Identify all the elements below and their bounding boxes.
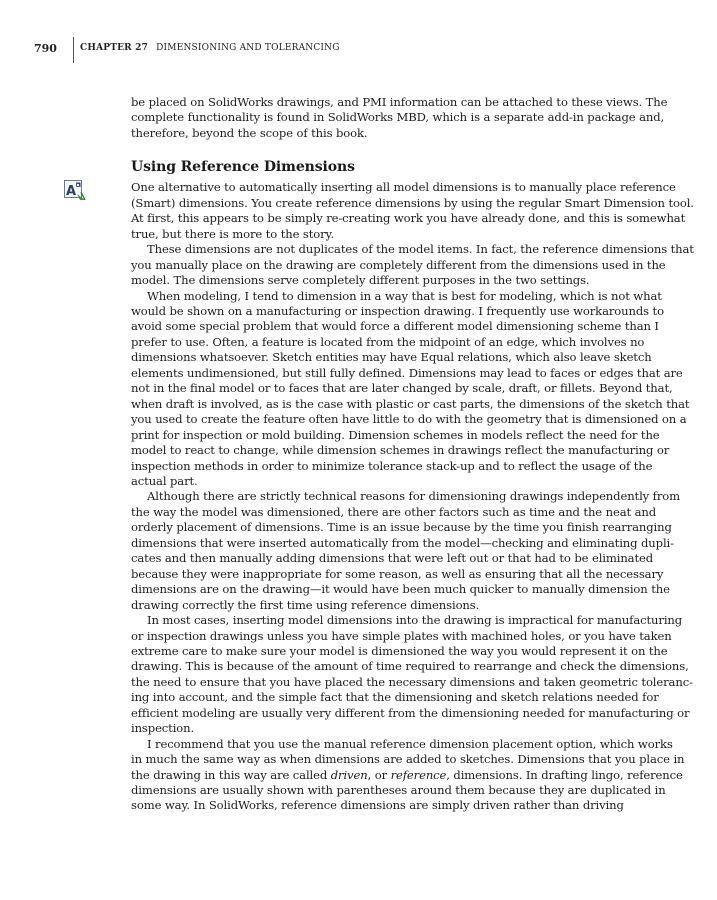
- text-line: (Smart) dimensions. You create reference dimensions by using the regular Smart Dimension tool.: [131, 195, 694, 210]
- text-line: you manually place on the drawing are completely different from the dimensions used in the: [131, 257, 666, 272]
- paragraph-4: [131, 489, 680, 613]
- text-line: would be shown on a manufacturing or inspection drawing. I frequently use workarounds to: [131, 303, 664, 318]
- text-line: or inspection drawings unless you have simple plates with machined holes, or you have taken: [131, 628, 672, 643]
- section-heading: Using Reference Dimensions: [131, 159, 355, 176]
- header-divider: [73, 37, 74, 63]
- text-line: actual part.: [131, 473, 198, 488]
- text-line: efficient modeling are usually very different from the dimensioning needed for manufacturing or: [131, 705, 690, 720]
- text-line: because they were inappropriate for some reason, as well as ensuring that all the necessary: [131, 566, 664, 581]
- text-line: dimensions that were inserted automatically from the model—checking and eliminating dupli-: [131, 535, 674, 550]
- chapter-title: DIMENSIONING AND TOLERANCING: [156, 43, 340, 53]
- text-line: not in the final model or to faces that are later changed by scale, draft, or fillets. Beyond that,: [131, 381, 673, 396]
- text-line: dimensions are on the drawing—it would have been much quicker to manually dimension the: [131, 582, 670, 597]
- emphasis-reference: reference: [390, 767, 447, 782]
- text-line: In most cases, inserting model dimensions into the drawing is impractical for manufacturing: [147, 613, 683, 628]
- text-line: prefer to use. Often, a feature is located from the midpoint of an edge, which involves no: [131, 334, 645, 349]
- running-head: [80, 43, 340, 53]
- text-line: in much the same way as when dimensions are added to sketches. Dimensions that you place in: [131, 752, 685, 767]
- text-line: complete functionality is found in SolidWorks MBD, which is a separate add-in package and,: [131, 110, 665, 125]
- paragraph-1: [131, 180, 694, 242]
- text-line: avoid some special problem that would force a different model dimensioning scheme than I: [131, 319, 659, 334]
- text-line: you used to create the feature often have little to do with the geometry that is dimensioned on a: [131, 412, 687, 427]
- text-line: elements undimensioned, but still fully defined. Dimensions may lead to faces or edges that are: [131, 365, 683, 380]
- body-text: [131, 95, 694, 814]
- text-line: dimensions are usually shown with parentheses around them because they are duplicated in: [131, 783, 666, 798]
- text-line: cates and then manually adding dimensions that were left out or that had to be eliminated: [131, 551, 654, 566]
- emphasis-driven: driven: [330, 767, 368, 782]
- text-line: drawing. This is because of the amount of time required to rearrange and check the dimensions,: [131, 659, 689, 674]
- text-line: drawing correctly the first time using reference dimensions.: [131, 597, 480, 612]
- text-line: print for inspection or mold building. Dimension schemes in models reflect the need for the: [131, 427, 660, 442]
- text-line: model. The dimensions serve completely different purposes in the two settings.: [131, 273, 590, 288]
- text-line: These dimensions are not duplicates of the model items. In fact, the reference dimensions that: [147, 242, 694, 257]
- text-line: inspection methods in order to minimize tolerance stack-up and to reflect the usage of the: [131, 458, 653, 473]
- chapter-label: CHAPTER 27: [80, 43, 149, 53]
- text-line: the way the model was dimensioned, there are other factors such as time and the neat and: [131, 504, 657, 519]
- text-line: dimensions whatsoever. Sketch entities may have Equal relations, which also leave sketch: [131, 350, 652, 365]
- text-line: orderly placement of dimensions. Time is an issue because by the time you finish rearranging: [131, 520, 672, 535]
- text-line: ing into account, and the simple fact that the dimensioning and sketch relations needed for: [131, 690, 659, 705]
- text-line: be placed on SolidWorks drawings, and PMI information can be attached to these views. The: [131, 95, 668, 109]
- text-line-with-emphasis: the drawing in this way are called driven, or reference, dimensions. In drafting lingo, reference: [131, 767, 683, 782]
- text-line: some way. In SolidWorks, reference dimensions are simply driven rather than driving: [131, 798, 624, 813]
- text-line: One alternative to automatically inserting all model dimensions is to manually place reference: [131, 180, 676, 195]
- svg-text:A: A: [66, 184, 77, 199]
- text-line: When modeling, I tend to dimension in a way that is best for modeling, which is not what: [147, 288, 662, 303]
- text-line: inspection.: [131, 721, 195, 736]
- paragraph-3: [131, 288, 690, 490]
- text-line: extreme care to make sure your model is dimensioned the way you would represent it on the: [131, 643, 668, 658]
- text-line: Although there are strictly technical reasons for dimensioning drawings independently from: [147, 489, 680, 504]
- smart-dimension-icon: [64, 180, 86, 202]
- text-line: At first, this appears to be simply re-creating work you have already done, and this is somewhat: [131, 211, 686, 226]
- paragraph-5: [131, 613, 693, 737]
- text-line: when draft is involved, as is the case with plastic or cast parts, the dimensions of the sketch that: [131, 396, 690, 411]
- text-line: I recommend that you use the manual reference dimension placement option, which works: [147, 736, 673, 751]
- text-line: model to react to change, while dimension schemes in drawings reflect the manufacturing or: [131, 443, 670, 458]
- intro-paragraph: [131, 95, 668, 141]
- text-line: the need to ensure that you have placed the necessary dimensions and taken geometric toleranc-: [131, 674, 693, 689]
- text-line: true, but there is more to the story.: [131, 226, 334, 241]
- paragraph-2: [131, 242, 694, 288]
- page-number: 790: [34, 42, 57, 55]
- text-line: therefore, beyond the scope of this book.: [131, 125, 368, 140]
- running-header: [0, 0, 717, 80]
- paragraph-6: [131, 736, 685, 814]
